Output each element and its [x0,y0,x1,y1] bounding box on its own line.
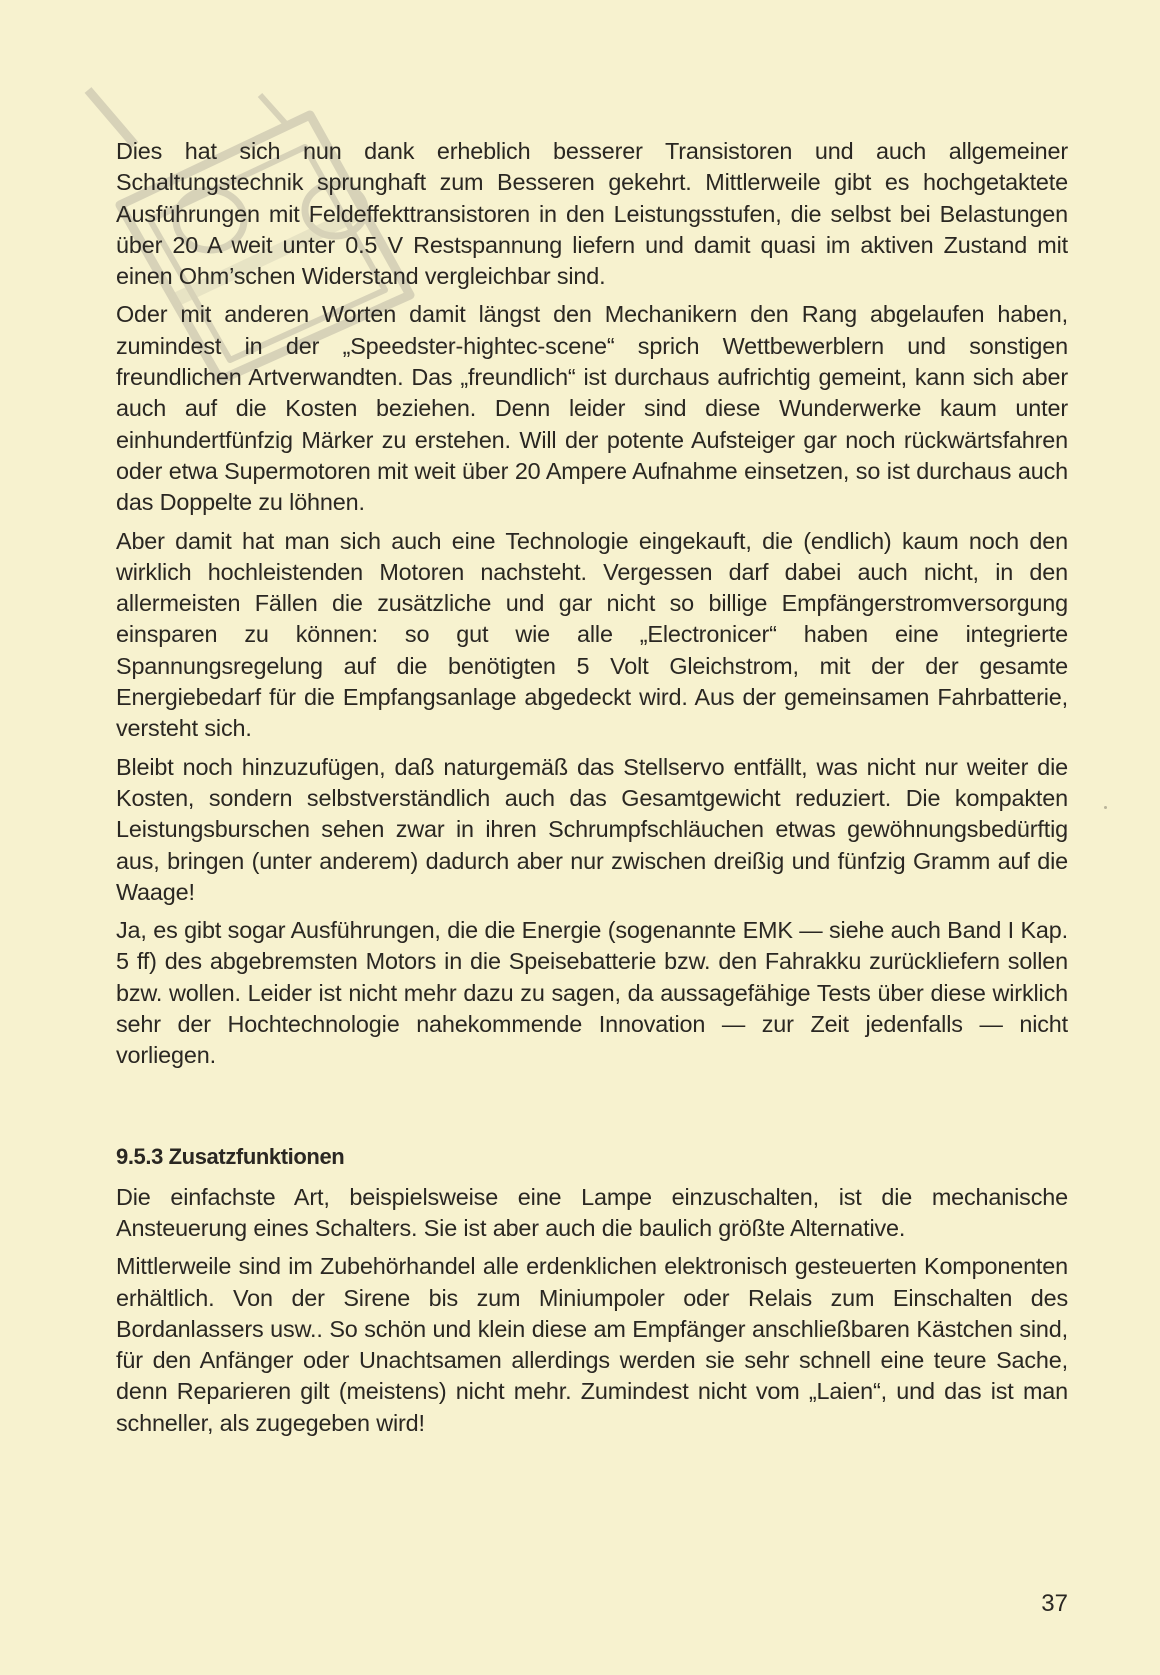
paragraph-weight: Bleibt noch hinzuzufügen, daß naturgemäß das Stellservo entfällt, was nicht nur weiter die Kosten, sondern selbstverständlich auch das Gesamtgewicht reduziert. Die kompakten Leistungsburschen sehen zwar in ihren Schrumpfschläuchen etwas gewöhnungsbedürftig aus, bringen (unter anderem) dadurch aber nur zwischen dreißig und fünfzig Gramm auf die Waage! [116,753,1068,905]
paragraph-technology: Aber damit hat man sich auch eine Technologie eingekauft, die (endlich) kaum noch den wirklich hochleistenden Motoren nachsteht. Vergessen darf dabei auch nicht, in den allermeisten Fällen die zusätzliche und gar nicht so billige Empfängerstromversorgung einsparen zu können: so gut wie alle „Electronicer“ haben eine integrierte Spannungsregelung auf die benötigten 5 Volt Gleichstrom, mit der der gesamte Energiebedarf für die Empfangsanlage abgedeckt wird. Aus der gemeinsamen Fahrbatterie, versteht sich. [116,527,1068,742]
document-page [116,136,1068,1446]
paragraph-energy-recovery: Ja, es gibt sogar Ausführungen, die die Energie (sogenannte EMK — siehe auch Band I Kap. 5 ff) des abgebremsten Motors in die Speisebatterie bzw. den Fahrakku zurückliefern sollen bzw. wollen. Leider ist nicht mehr dazu zu sagen, da aussagefähige Tests über diese wirklich sehr der Hochtechnologie nahekommende Innovation — zur Zeit jedenfalls — nicht vorliegen. [116,917,1068,1069]
paragraph-transistors: Dies hat sich nun dank erheblich besserer Transistoren und auch allgemeiner Schaltungstechnik sprunghaft zum Besseren gekehrt. Mittlerweile gibt es hochgetaktete Ausführungen mit Feldeffekttransistoren in den Leistungsstufen, die selbst bei Belastungen über 20 A weit unter 0.5 V Restspannung liefern und damit quasi im aktiven Zustand mit einen Ohm’schen Widerstand vergleichbar sind. [116,138,1068,290]
section-heading: 9.5.3 Zusatzfunktionen [116,1143,345,1169]
paragraph-accessories: Mittlerweile sind im Zubehörhandel alle erdenklichen elektronisch gesteuerten Komponenten erhältlich. Von der Sirene bis zum Miniumpoler oder Relais zum Einschalten des Bordanlassers usw.. So schön und klein diese am Empfänger anschließbaren Kästchen sind, für den Anfänger oder Unachtsamen allerdings werden sie sehr schnell eine teure Sache, denn Reparieren gilt (meistens) nicht mehr. Zumindest nicht vom „Laien“, und das ist man schneller, als zugegeben wird! [116,1253,1068,1436]
page-number: 37 [1041,1590,1068,1617]
paragraph-costs: Oder mit anderen Worten damit längst den Mechanikern den Rang abgelaufen haben, zumindest in der „Speedster-hightec-scene“ sprich Wettbewerblern und sonstigen freundlichen Artverwandten. Das „freundlich“ ist durchaus aufrichtig gemeint, kann sich aber auch auf die Kosten beziehen. Denn leider sind diese Wunderwerke kaum unter einhundertfünfzig Märker zu erstehen. Will der potente Aufsteiger gar noch rückwärtsfahren oder etwa Supermotoren mit weit über 20 Ampere Aufnahme einsetzen, so ist durchaus auch das Doppelte zu löhnen. [116,301,1068,516]
stray-dot [1104,806,1107,809]
paragraph-lamp-switch: Die einfachste Art, beispielsweise eine Lampe einzuschalten, ist die mechanische Ansteuerung eines Schalters. Sie ist aber auch die baulich größte Alternative. [116,1183,1068,1241]
